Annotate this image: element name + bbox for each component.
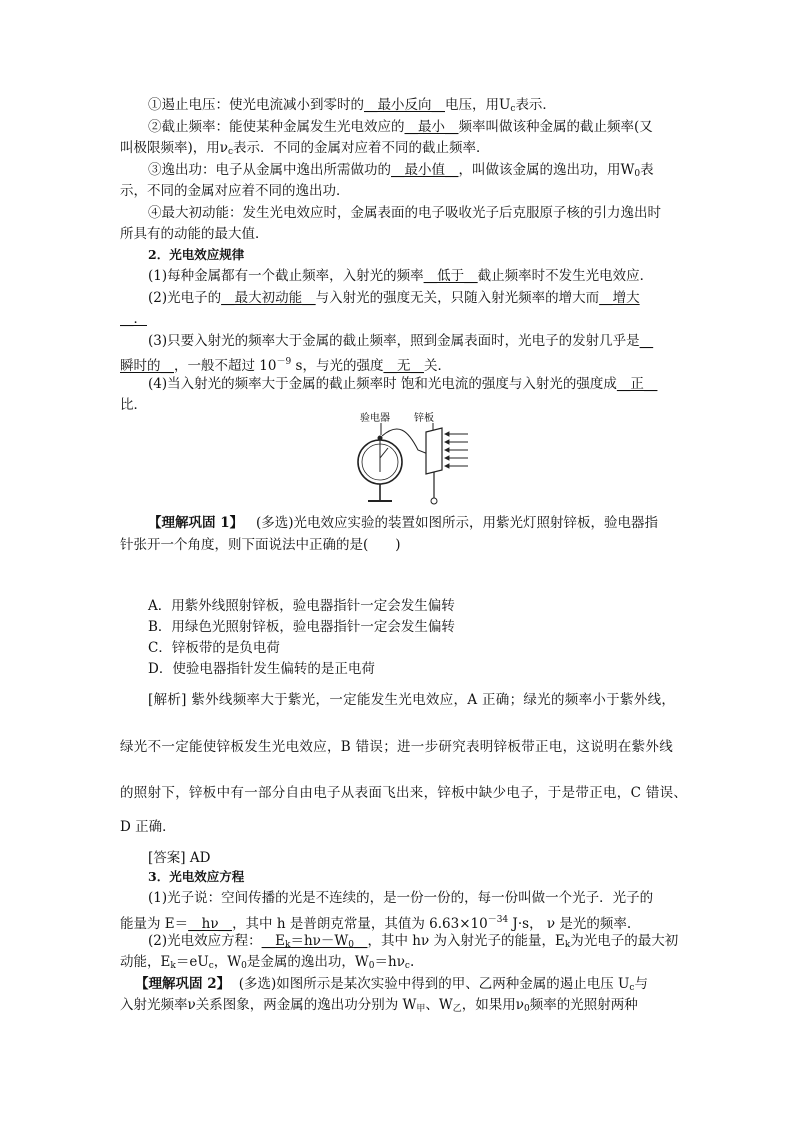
option-a: A．用紫外线照射锌板，验电器指针一定会发生偏转	[148, 598, 455, 614]
section-heading-3: 3．光电效应方程	[148, 869, 245, 884]
explanation-line-1: [解析] 紫外线频率大于紫光，一定能发生光电效应，A 正确；绿光的频率小于紫外线，	[148, 692, 676, 708]
definition-max-kinetic-energy: ④最大初动能：发生光电效应时，金属表面的电子吸收光子后克服原子核的引力逸出时	[148, 205, 661, 221]
zinc-plate	[426, 428, 442, 504]
equation-photon: (1)光子说：空间传播的光是不连续的，是一份一份的，每一份叫做一个光子．光子的	[148, 890, 654, 906]
blank-answer: __hν__	[188, 916, 233, 932]
question-2-cont: 入射光频率ν关系图象，两金属的逸出功分别为 $W_甲$、$W_乙$，如果用$\nu_0$频率的光照射两种	[120, 997, 638, 1014]
blank-answer: __最大初动能__	[221, 290, 316, 306]
rule-2-cont: __．	[120, 311, 147, 327]
question-1-cont: 针张开一个角度，则下面说法中正确的是( )	[120, 537, 401, 553]
answer-key: [答案] AD	[148, 850, 211, 866]
figure-label-zinc-plate: 锌板	[414, 413, 434, 424]
explanation-line-3: 的照射下，锌板中有一部分自由电子从表面飞出来，锌板中缺少电子，于是带正电，C 错误、	[120, 785, 688, 801]
blank-answer: __正__	[616, 376, 658, 392]
rule-4: (4)当入射光的频率大于金属的截止频率时 饱和光电流的强度与入射光的强度成__正__	[148, 376, 658, 392]
rule-3: (3)只要入射光的频率大于金属的截止频率，照到金属表面时，光电子的发射几乎是__	[148, 333, 654, 349]
incident-light-arrows	[445, 432, 468, 468]
blank-answer: __增大	[599, 290, 640, 306]
definition-work-function: ③逸出功：电子从金属中逸出所需做功的__最小值__，叫做该金属的逸出功，用$W_0$表	[148, 162, 654, 179]
electroscope-figure	[348, 410, 474, 510]
blank-answer: 瞬时的__	[120, 358, 174, 374]
rule-3-cont: 瞬时的__，一般不超过 $10^{-9}$ s，与光的强度__无__关．	[120, 357, 451, 374]
blank-answer: __无__	[383, 358, 424, 374]
blank-answer: __低于__	[423, 268, 478, 284]
blank-answer: $\_\_E_k=h\nu-W_0\_\_$	[261, 933, 368, 950]
option-c: C．锌板带的是负电荷	[148, 640, 280, 656]
explanation-line-4: D 正确．	[120, 819, 176, 835]
definition-cutoff-frequency: ②截止频率：能使某种金属发生光电效应的__最小__频率叫做该种金属的截止频率(又	[148, 119, 653, 135]
definition-stopping-voltage: ①遏止电压：使光电流减小到零时的__最小反向__电压，用$U_c$表示．	[148, 97, 556, 114]
rule-4-cont: 比．	[120, 397, 147, 413]
section-heading-2: 2．光电效应规律	[148, 247, 245, 262]
equation-photon-cont: 能量为 E＝__hν__，其中 h 是普朗克常量，其值为 $6.63\times 10^{-34}$ J·s， ν 是光的频率.	[120, 915, 632, 932]
definition-max-kinetic-energy-cont: 所具有的动能的最大值．	[120, 226, 269, 242]
blank-answer: __最小反向__	[364, 97, 445, 113]
electroscope	[358, 436, 402, 502]
rule-2: (2)光电子的__最大初动能__与入射光的强度无关，只随入射光频率的增大而__增大	[148, 290, 640, 306]
explanation-line-2: 绿光不一定能使锌板发生光电效应，B 错误；进一步研究表明锌板带正电，这说明在紫外线	[120, 739, 674, 755]
blank-answer: __最小值__	[391, 162, 459, 178]
rule-1: (1)每种金属都有一个截止频率，入射光的频率__低于__截止频率时不发生光电效应．	[148, 268, 654, 284]
option-d: D．使验电器指针发生偏转的是正电荷	[148, 661, 375, 677]
blank-answer: __最小__	[404, 119, 459, 135]
definition-work-function-cont: 示，不同的金属对应着不同的逸出功．	[120, 183, 350, 199]
blank-answer: __	[639, 333, 654, 349]
option-b: B．用绿色光照射锌板，验电器指针一定会发生偏转	[148, 619, 455, 635]
equation-photoelectric-cont: 动能，$E_k=eU_c$，$W_0$是金属的逸出功，$W_0=h\nu_c$.	[120, 954, 415, 971]
figure-label-electroscope: 验电器	[360, 413, 390, 424]
definition-cutoff-frequency-cont: 叫极限频率)，用$\nu_c$表示．不同的金属对应着不同的截止频率．	[120, 140, 490, 157]
question-1: 【理解巩固 1】 (多选)光电效应实验的装置如图所示，用紫光灯照射锌板，验电器指	[148, 515, 659, 531]
question-2: 【理解巩固 2】 (多选)如图所示是某次实验中得到的甲、乙两种金属的遏止电压 $U_c$与	[135, 976, 648, 993]
equation-photoelectric: (2)光电效应方程：$\_\_E_k=h\nu-W_0\_\_$，其中 hν 为入射光子的能量，$E_k$为光电子的最大初	[148, 933, 679, 950]
